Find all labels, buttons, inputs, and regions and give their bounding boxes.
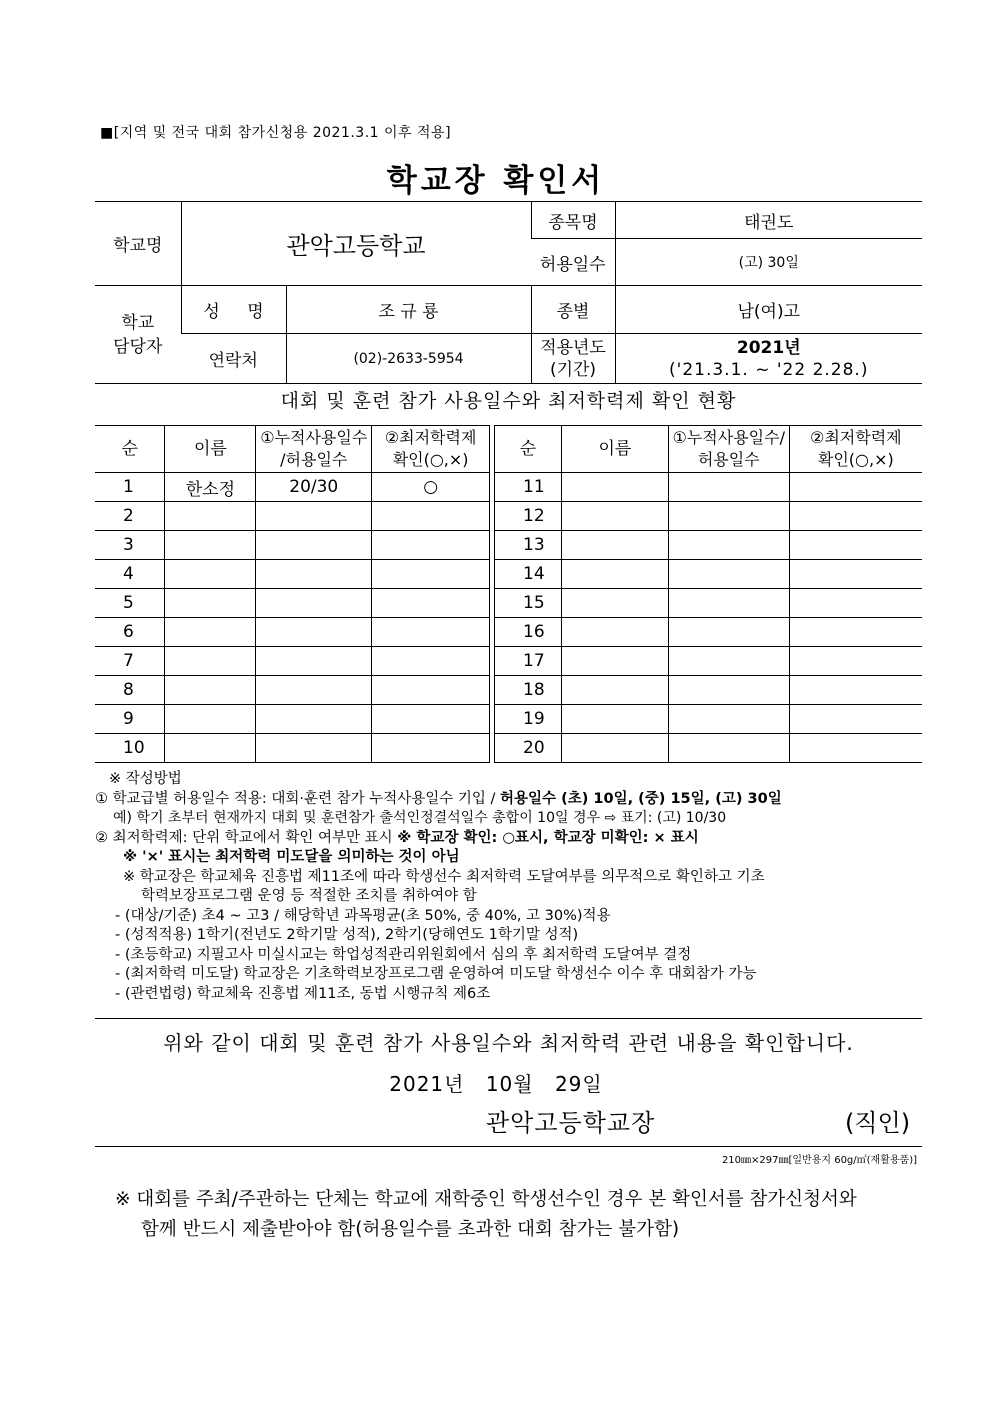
row-check: [372, 647, 490, 676]
usage-table-body: [95, 473, 922, 763]
school-label: 학교명: [95, 202, 181, 286]
header-days: ①누적사용일수 /허용일수: [256, 426, 372, 473]
row-check: ○: [372, 473, 490, 502]
row-order-right: 17: [495, 647, 562, 676]
footer-line-2: 함께 반드시 제출받아야 함(허용일수를 초과한 대회 참가는 불가함): [141, 1219, 680, 1240]
row-days-right: [668, 734, 789, 763]
divider: [95, 1146, 922, 1147]
usage-table: [95, 425, 922, 763]
row-name-right: [562, 618, 669, 647]
row-days-right: [668, 502, 789, 531]
year-label: 적용년도 (기간): [531, 334, 615, 384]
note-1-example: 예) 학기 초부터 현재까지 대회 및 훈련참가 출석인정결석일수 총합이 10일 경우 ⇨ 표기: (고) 10/30: [113, 810, 727, 826]
row-order-right: 18: [495, 676, 562, 705]
note-4a: ※ 학교장은 학교체육 진흥법 제11조에 따라 학생선수 최저학력 도달여부를 의무적으로 확인하고 기초: [123, 868, 765, 885]
row-days: [256, 705, 372, 734]
row-days: [256, 531, 372, 560]
row-check: [372, 618, 490, 647]
note-4b: 학력보장프로그램 운영 등 적절한 조치를 취하여야 함: [141, 888, 477, 904]
row-check: [372, 531, 490, 560]
row-days: [256, 560, 372, 589]
row-name-right: [562, 473, 669, 502]
note-1-text: ① 학교급별 허용일수 적용: 대회·훈련 참가 누적사용일수 기입 /: [95, 790, 501, 807]
note-3: ※ '×' 표시는 최저학력 미도달을 의미하는 것이 아님: [123, 849, 460, 865]
principal-name: 관악고등학교장: [486, 1109, 656, 1137]
header-days-right: ①누적사용일수/ 허용일수: [668, 426, 789, 473]
row-check-right: [789, 618, 922, 647]
row-name: 한소정: [165, 473, 256, 502]
gender-value: 남(여)고: [615, 286, 922, 334]
row-days-right: [668, 647, 789, 676]
row-name-right: [562, 502, 669, 531]
row-order: 7: [95, 647, 165, 676]
row-days: [256, 502, 372, 531]
row-name: [165, 560, 256, 589]
table-row: [95, 734, 922, 763]
row-order-right: 19: [495, 705, 562, 734]
sport-label: 종목명: [531, 202, 615, 239]
table-row: [95, 647, 922, 676]
row-name: [165, 676, 256, 705]
header-check-right: ②최저학력제 확인(○,×): [789, 426, 922, 473]
row-order: 4: [95, 560, 165, 589]
row-days-right: [668, 473, 789, 502]
row-order: 9: [95, 705, 165, 734]
row-check-right: [789, 705, 922, 734]
footer-note: [115, 1185, 857, 1245]
row-name-right: [562, 531, 669, 560]
header-name-right: 이름: [562, 426, 669, 473]
row-check-right: [789, 531, 922, 560]
row-check-right: [789, 560, 922, 589]
note-5: - (대상/기준) 초4 ~ 고3 / 해당학년 과목평균(초 50%, 중 40%, 고 30%)적용: [115, 907, 611, 924]
row-check-right: [789, 473, 922, 502]
note-8: - (최저학력 미도달) 학교장은 기초학력보장프로그램 운영하여 미도달 학생선수 이수 후 대회참가 가능: [115, 966, 757, 982]
header-order-right: 순: [495, 426, 562, 473]
table-row: [95, 473, 922, 502]
note-1-emphasis: 허용일수 (초) 10일, (중) 15일, (고) 30일: [500, 790, 782, 807]
notes-heading: ※ 작성방법: [109, 771, 182, 787]
contact-value: (02)-2633-5954: [286, 334, 531, 384]
row-name-right: [562, 589, 669, 618]
table-row: [95, 618, 922, 647]
row-order: 1: [95, 473, 165, 502]
row-name-right: [562, 734, 669, 763]
header-note: ■[지역 및 전국 대회 참가신청용 2021.3.1 이후 적용]: [100, 125, 452, 141]
note-2-emphasis: ※ 학교장 확인: ○표시, 학교장 미확인: × 표시: [397, 829, 699, 846]
row-days-right: [668, 676, 789, 705]
row-order: 10: [95, 734, 165, 763]
row-name-right: [562, 705, 669, 734]
row-days: [256, 647, 372, 676]
row-order-right: 20: [495, 734, 562, 763]
row-check: [372, 734, 490, 763]
row-order: 5: [95, 589, 165, 618]
row-order-right: 13: [495, 531, 562, 560]
row-order-right: 16: [495, 618, 562, 647]
header-order: 순: [95, 426, 165, 473]
sport-value: 태권도: [615, 202, 922, 239]
official-seal: (직인): [845, 1109, 911, 1137]
row-check: [372, 589, 490, 618]
contact-label: 연락처: [181, 334, 286, 384]
paper-spec: 210㎜×297㎜[일반용지 60g/㎡(재활용품)]: [721, 1155, 917, 1166]
row-order: 6: [95, 618, 165, 647]
row-days: [256, 618, 372, 647]
allowed-days-label: 허용일수: [531, 239, 615, 286]
footer-line-1: ※ 대회를 주최/주관하는 단체는 학교에 재학중인 학생선수인 경우 본 확인서를 참가신청서와: [115, 1189, 857, 1210]
table-row: [95, 531, 922, 560]
row-name: [165, 618, 256, 647]
table-row: [95, 676, 922, 705]
row-days-right: [668, 560, 789, 589]
row-check: [372, 560, 490, 589]
row-check: [372, 705, 490, 734]
note-1: [95, 790, 922, 810]
row-check: [372, 502, 490, 531]
row-days-right: [668, 705, 789, 734]
row-order: 3: [95, 531, 165, 560]
writing-instructions: [95, 770, 922, 1004]
row-name: [165, 705, 256, 734]
row-order: 8: [95, 676, 165, 705]
info-table: [95, 201, 922, 384]
note-2: [95, 829, 922, 849]
header-name: 이름: [165, 426, 256, 473]
row-order-right: 11: [495, 473, 562, 502]
year-cell: [615, 334, 922, 384]
confirm-statement: 위와 같이 대회 및 훈련 참가 사용일수와 최저학력 관련 내용을 확인합니다.: [95, 1018, 922, 1056]
issue-date: 2021년 10월 29일: [389, 1072, 603, 1096]
table-row: [95, 705, 922, 734]
year-value: 2021년: [736, 337, 801, 358]
manager-label: 학교 담당자: [95, 286, 181, 384]
row-check-right: [789, 676, 922, 705]
allowed-days-value: (고) 30일: [615, 239, 922, 286]
row-order: 2: [95, 502, 165, 531]
row-check-right: [789, 589, 922, 618]
row-days: 20/30: [256, 473, 372, 502]
row-order-right: 14: [495, 560, 562, 589]
row-name: [165, 647, 256, 676]
name-value: 조 규 룡: [286, 286, 531, 334]
school-value: 관악고등학교: [181, 202, 531, 286]
note-2-text: ② 최저학력제: 단위 학교에서 확인 여부만 표시: [95, 829, 398, 846]
row-name: [165, 589, 256, 618]
row-name: [165, 502, 256, 531]
row-name-right: [562, 676, 669, 705]
table-row: [95, 560, 922, 589]
row-check-right: [789, 734, 922, 763]
row-days-right: [668, 589, 789, 618]
row-name-right: [562, 560, 669, 589]
table-row: [95, 589, 922, 618]
note-7: - (초등학교) 지필고사 미실시교는 학업성적관리위원회에서 심의 후 최저학력 도달여부 결정: [115, 946, 692, 963]
period-value: ('21.3.1. ~ '22 2.28.): [669, 359, 869, 380]
row-days: [256, 589, 372, 618]
section-title: 대회 및 훈련 참가 사용일수와 최저학력제 확인 현황: [280, 390, 737, 412]
row-days: [256, 676, 372, 705]
row-days-right: [668, 531, 789, 560]
row-check-right: [789, 647, 922, 676]
row-check-right: [789, 502, 922, 531]
note-6: - (성적적용) 1학기(전년도 2학기말 성적), 2학기(당해연도 1학기말 성적): [115, 927, 579, 943]
row-order-right: 15: [495, 589, 562, 618]
name-label: 성 명: [181, 286, 286, 334]
row-name: [165, 531, 256, 560]
row-name: [165, 734, 256, 763]
note-9: - (관련법령) 학교체육 진흥법 제11조, 동법 시행규칙 제6조: [115, 985, 491, 1002]
row-check: [372, 676, 490, 705]
header-check: ②최저학력제 확인(○,×): [372, 426, 490, 473]
row-order-right: 12: [495, 502, 562, 531]
row-name-right: [562, 647, 669, 676]
document-title: 학교장 확인서: [386, 163, 606, 199]
table-row: [95, 502, 922, 531]
row-days: [256, 734, 372, 763]
gender-label: 종별: [531, 286, 615, 334]
row-days-right: [668, 618, 789, 647]
